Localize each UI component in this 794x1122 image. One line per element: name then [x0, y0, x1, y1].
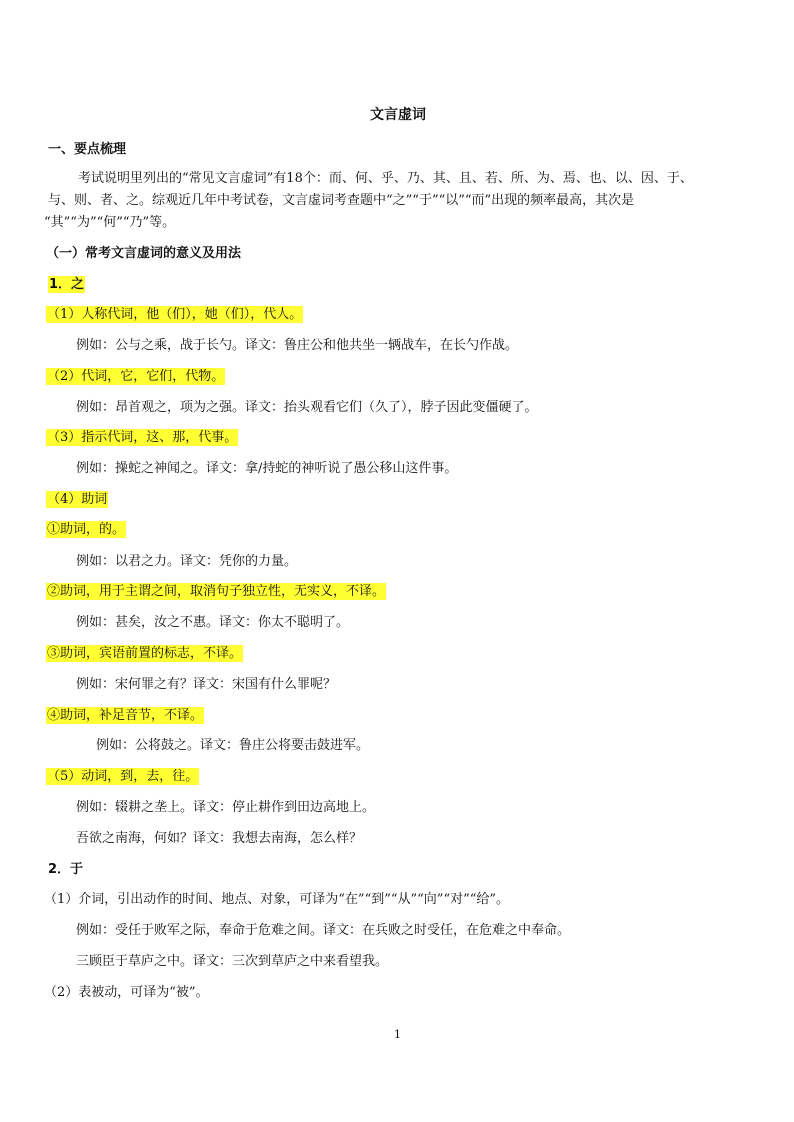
yu-usage-1: （1）介词，引出动作的时间、地点、对象，可译为“在”“到”“从”“向”“对”“给”。 — [44, 892, 510, 907]
zhi-usage-4a-example: 例如：以君之力。译文：凭你的力量。 — [76, 554, 298, 569]
intro-line-1: 考试说明里列出的“常见文言虚词”有18个：而、何、乎、乃、其、且、若、所、为、焉、也、以、因、于、 — [78, 171, 693, 186]
zhi-usage-1 — [46, 306, 303, 324]
zhi-usage-4c — [46, 645, 243, 663]
zhi-usage-3 — [46, 429, 238, 447]
zhi-heading-text: 1．之 — [49, 277, 85, 292]
page-title: 文言虚词 — [370, 107, 426, 123]
zhi-usage-5-text: （5）动词，到，去，往。 — [47, 769, 199, 784]
zhi-usage-4a-text: ①助词，的。 — [47, 522, 126, 537]
zhi-usage-3-example: 例如：操蛇之神闻之。译文：拿/持蛇的神听说了愚公移山这件事。 — [76, 461, 458, 476]
intro-line-3: “其”“为”“何”“乃”等。 — [44, 215, 176, 230]
section-heading: 一、要点梳理 — [48, 142, 127, 157]
zhi-heading — [48, 276, 85, 294]
zhi-usage-4 — [46, 491, 108, 509]
zhi-usage-5-example-2: 吾欲之南海，何如？译文：我想去南海，怎么样？ — [76, 831, 363, 846]
zhi-usage-4a — [46, 521, 126, 539]
zhi-usage-1-text: （1）人称代词，他（们），她（们），代人。 — [47, 307, 303, 322]
zhi-usage-4d — [46, 707, 204, 725]
zhi-usage-4d-example: 例如：公将鼓之。译文：鲁庄公将要击鼓进军。 — [96, 738, 370, 753]
zhi-usage-2 — [46, 368, 225, 386]
zhi-usage-5 — [46, 768, 199, 786]
zhi-usage-3-text: （3）指示代词，这、那，代事。 — [47, 430, 238, 445]
zhi-usage-4b-text: ②助词，用于主谓之间，取消句子独立性，无实义，不译。 — [47, 584, 386, 599]
zhi-usage-4d-text: ④助词，补足音节，不译。 — [47, 708, 204, 723]
zhi-usage-4b-example: 例如：甚矣，汝之不惠。译文：你太不聪明了。 — [76, 615, 350, 630]
intro-line-2: 与、则、者、之。综观近几年中考试卷，文言虚词考查题中“之”“于”“以”“而”出现的频率最高，其次是 — [48, 193, 635, 208]
zhi-usage-4-text: （4）助词 — [47, 492, 108, 507]
zhi-usage-2-example: 例如：昂首观之，项为之强。译文：抬头观看它们（久了），脖子因此变僵硬了。 — [76, 400, 538, 415]
zhi-usage-4c-text: ③助词，宾语前置的标志，不译。 — [47, 646, 243, 661]
zhi-usage-2-text: （2）代词，它，它们，代物。 — [47, 369, 225, 384]
zhi-usage-5-example-1: 例如：辍耕之垄上。译文：停止耕作到田边高地上。 — [76, 800, 376, 815]
yu-usage-2: （2）表被动，可译为“被”。 — [44, 985, 209, 1000]
yu-usage-1-example-1: 例如：受任于败军之际，奉命于危难之间。译文：在兵败之时受任，在危难之中奉命。 — [76, 923, 571, 938]
page-number: 1 — [394, 1028, 401, 1041]
zhi-usage-4c-example: 例如：宋何罪之有？译文：宋国有什么罪呢？ — [76, 677, 337, 692]
yu-heading: 2．于 — [48, 862, 84, 877]
subsection-heading: （一）常考文言虚词的意义及用法 — [46, 246, 242, 261]
zhi-usage-4b — [46, 583, 386, 601]
zhi-usage-1-example: 例如：公与之乘，战于长勺。译文：鲁庄公和他共坐一辆战车，在长勺作战。 — [76, 338, 519, 353]
yu-usage-1-example-2: 三顾臣于草庐之中。译文：三次到草庐之中来看望我。 — [76, 954, 389, 969]
